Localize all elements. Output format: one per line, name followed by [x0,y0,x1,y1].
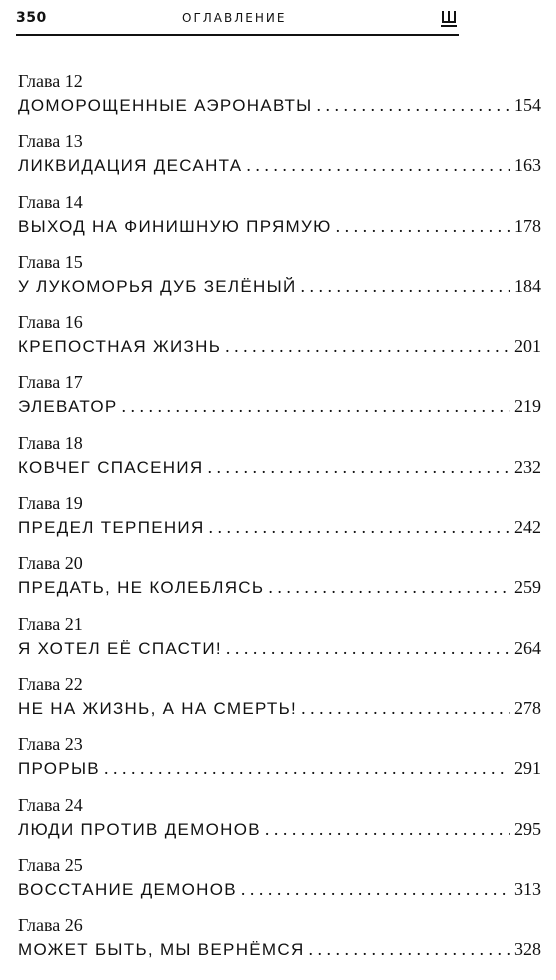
toc-entry [18,191,541,251]
page-reference: 154 [514,95,541,115]
toc-line [18,214,541,239]
chapter-title: НЕ НА ЖИЗНЬ, А НА СМЕРТЬ! [18,698,298,718]
chapter-title: КОВЧЕГ СПАСЕНИЯ [18,457,204,477]
toc-line [18,274,541,299]
publisher-logo-icon [441,10,457,28]
toc-line [18,515,541,540]
toc-entry [18,70,541,130]
toc-entry [18,311,541,371]
chapter-number: Глава 21 [18,613,83,634]
chapter-number: Глава 24 [18,794,83,815]
toc-line [18,877,541,902]
chapter-title: ПРОРЫВ [18,759,100,779]
toc-entry [18,432,541,492]
dot-leader [246,153,510,177]
toc-entry [18,552,541,612]
page-reference: 328 [514,939,541,960]
toc-line [18,696,541,721]
page-reference: 219 [514,396,541,417]
chapter-title: ЛИКВИДАЦИЯ ДЕСАНТА [18,156,243,176]
chapter-number: Глава 16 [18,312,83,333]
page-reference: 232 [514,456,541,477]
dot-leader [104,756,510,780]
dot-leader [207,455,510,479]
chapter-title: У ЛУКОМОРЬЯ ДУБ ЗЕЛЁНЫЙ [18,276,297,296]
toc-line [18,334,541,359]
toc-entry [18,613,541,673]
toc-line [18,937,541,962]
toc-entry [18,251,541,311]
toc-line [18,455,541,480]
chapter-number: Глава 25 [18,854,83,875]
table-of-contents [18,70,541,974]
chapter-number: Глава 23 [18,734,83,755]
chapter-number: Глава 13 [18,131,83,152]
toc-line [18,93,541,118]
chapter-title: ЭЛЕВАТОР [18,397,118,417]
toc-entry [18,794,541,854]
dot-leader [209,515,510,539]
chapter-title: ВОССТАНИЕ ДЕМОНОВ [18,879,237,899]
chapter-number: Глава 15 [18,251,83,272]
page-reference: 201 [514,336,541,357]
toc-entry [18,130,541,190]
chapter-title: Я ХОТЕЛ ЕЁ СПАСТИ! [18,638,222,658]
page-reference: 264 [514,637,541,658]
chapter-number: Глава 26 [18,915,83,936]
page-reference: 242 [514,517,541,538]
toc-entry [18,914,541,974]
running-title: ОГЛАВЛЕНИЕ [182,11,287,25]
chapter-number: Глава 17 [18,372,83,393]
running-header [16,8,459,36]
dot-leader [316,93,510,117]
dot-leader [226,636,510,660]
dot-leader [268,575,510,599]
dot-leader [225,334,510,358]
toc-line [18,756,541,781]
dot-leader [301,696,510,720]
dot-leader [265,817,510,841]
chapter-title: ПРЕДАТЬ, НЕ КОЛЕБЛЯСЬ [18,578,265,598]
chapter-number: Глава 22 [18,673,83,694]
chapter-title: ПРЕДЕЛ ТЕРПЕНИЯ [18,518,205,538]
chapter-title: МОЖЕТ БЫТЬ, МЫ ВЕРНЁМСЯ [18,940,305,960]
chapter-number: Глава 18 [18,432,83,453]
toc-line [18,817,541,842]
dot-leader [336,214,510,238]
page-reference: 295 [514,818,541,839]
chapter-title: ДОМОРОЩЕННЫЕ АЭРОНАВТЫ [18,96,313,115]
toc-entry [18,854,541,914]
chapter-title: ЛЮДИ ПРОТИВ ДЕМОНОВ [18,819,261,839]
dot-leader [122,394,510,418]
dot-leader [309,937,510,961]
page-reference: 313 [514,878,541,899]
page-reference: 278 [514,697,541,718]
chapter-number: Глава 20 [18,553,83,574]
toc-entry [18,673,541,733]
chapter-number: Глава 12 [18,71,83,91]
toc-entry [18,371,541,431]
chapter-title: КРЕПОСТНАЯ ЖИЗНЬ [18,337,222,357]
page-reference: 184 [514,275,541,296]
chapter-number: Глава 19 [18,493,83,514]
toc-entry [18,492,541,552]
dot-leader [300,274,510,298]
toc-line [18,575,541,600]
page-reference: 291 [514,758,541,779]
toc-line [18,394,541,419]
page-reference: 178 [514,215,541,236]
page-reference: 259 [514,577,541,598]
dot-leader [241,877,510,901]
page-reference: 163 [514,155,541,176]
chapter-number: Глава 14 [18,191,83,212]
toc-line [18,636,541,661]
toc-line [18,153,541,178]
toc-entry [18,733,541,793]
chapter-title: ВЫХОД НА ФИНИШНУЮ ПРЯМУЮ [18,216,332,236]
page-number: 350 [16,10,47,26]
